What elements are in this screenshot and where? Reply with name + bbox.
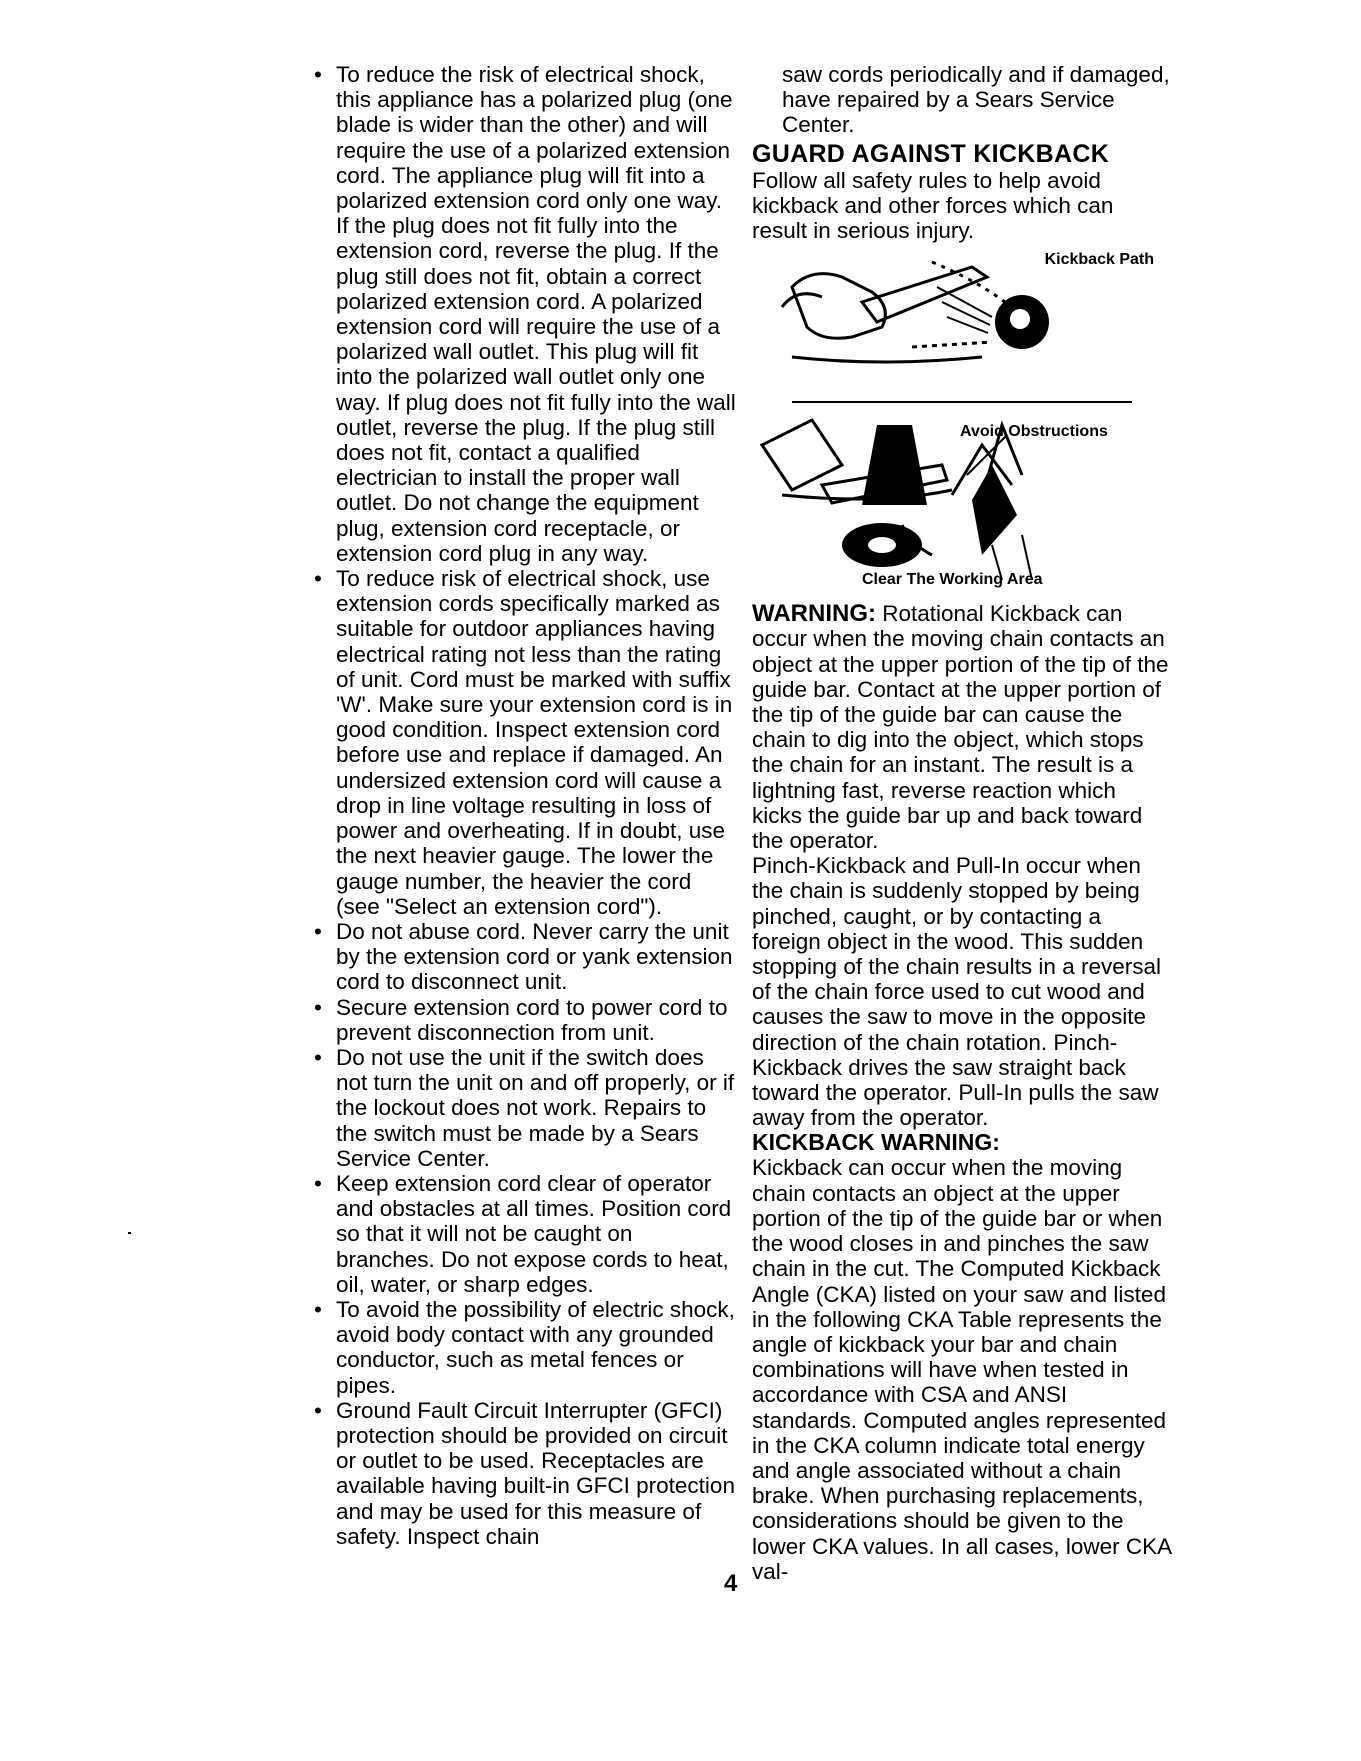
safety-bullet-list (306, 62, 736, 1549)
pinch-kickback-text: Pinch-Kickback and Pull-In occur when the chain is suddenly stopped by being pinched, caught, or by contacting a foreign object in the wood. This sudden stopping of the chain results in a reversal of the chain force used to cut wood and causes the saw to move in the opposite direction of the chain rotation. Pinch-Kickback drives the saw straight back toward the operator. Pull-In pulls the saw away from the operator. (752, 853, 1161, 1131)
bullet-avoid-grounded-contact: • To avoid the possibility of electric shock, avoid body contact with any grounded conductor, such as metal fences or pipes. (306, 1297, 736, 1398)
right-column (752, 62, 1172, 1584)
avoid-obstructions-figure (752, 405, 1172, 589)
clear-working-area-label: Clear The Working Area (862, 571, 1043, 589)
guard-intro-text: Follow all safety rules to help avoid kickback and other forces which can result in serious injury. (752, 167, 1114, 244)
kickback-warning-heading: KICKBACK WARNING: (752, 1129, 1000, 1156)
bullet-extension-cord-rating: • To reduce risk of electrical shock, use extension cords specifically marked as suitable for outdoor appliances having electrical rating not less than the rating of unit. Cord must be marked with suffix 'W'. Make sure your extension cord is in good condition. Inspect extension cord before use and replace if damaged. An undersized extension cord will cause a drop in line voltage resulting in loss of power and overheating. If in doubt, use the next heavier gauge. The lower the gauge number, the heavier the cord (see "Select an extension cord"). (306, 566, 736, 919)
guard-against-kickback-heading: GUARD AGAINST KICKBACK (752, 139, 1110, 168)
bullet-polarized-plug: • To reduce the risk of electrical shock, this appliance has a polarized plug (one blade is wider than the other) and will require the use of a polarized extension cord. The appliance plug will fit into a polarized extension cord only one way. If the plug does not fit fully into the extension cord, reverse the plug. If the plug still does not fit, obtain a correct polarized extension cord. A polarized extension cord will require the use of a polarized wall outlet. This plug will fit into the polarized wall outlet only one way. If plug does not fit fully into the wall outlet, reverse the plug. If the plug still does not fit, contact a qualified electrician to install the proper wall outlet. Do not change the equipment plug, extension cord receptacle, or extension cord plug in any way. (306, 62, 736, 566)
page-number: 4 (724, 1570, 738, 1597)
warning-text: Rotational Kickback can occur when the moving chain contacts an object at the upper portion of the tip of the guide bar. Contact at the upper portion of the tip of the guide bar can cause the chain to dig into the object, which stops the chain for an instant. The result is a lightning fast, reverse reaction which kicks the guide bar up and back toward the operator. (752, 601, 1169, 854)
left-column (306, 62, 736, 1549)
warning-label: WARNING: (752, 600, 876, 628)
bullet-secure-extension-cord: • Secure extension cord to power cord to prevent disconnection from unit. (306, 995, 736, 1045)
scan-speck (128, 1232, 131, 1234)
figure-divider (792, 401, 1132, 403)
kickback-warning-text: Kickback can occur when the moving chain contacts an object at the upper portion of the tip of the guide bar or when the wood closes in and pinches the saw chain in the cut. The Computed Kickback Angle (CKA) listed on your saw and listed in the following CKA Table represents the angle of kickback your bar and chain combinations will have when tested in accordance with CSA and ANSI standards. Computed angles represented in the CKA column indicate total energy and angle associated without a chain brake. When purchasing replacements, considerations should be given to the lower CKA values. In all cases, lower CKA val- (752, 1155, 1171, 1584)
bullet-gfci-protection: • Ground Fault Circuit Interrupter (GFCI) protection should be provided on circuit or outlet to be used. Receptacles are available having built-in GFCI protection and may be used for this measure of safety. Inspect chain (306, 1398, 736, 1549)
bullet-keep-cord-clear: • Keep extension cord clear of operator and obstacles at all times. Position cord so that it will not be caught on branches. Do not expose cords to heat, oil, water, or sharp edges. (306, 1171, 736, 1297)
continued-text: saw cords periodically and if damaged, have repaired by a Sears Service Center. (782, 62, 1170, 138)
kickback-path-label: Kickback Path (1044, 251, 1154, 269)
avoid-obstructions-label: Avoid Obstructions (960, 423, 1108, 441)
bullet-switch-lockout: • Do not use the unit if the switch does not turn the unit on and off properly, or if the lockout does not work. Repairs to the switch must be made by a Sears Service Center. (306, 1045, 736, 1171)
kickback-path-figure (752, 247, 1172, 387)
bullet-do-not-abuse-cord: • Do not abuse cord. Never carry the unit by the extension cord or yank extension cord to disconnect unit. (306, 919, 736, 995)
rotational-kickback-warning (752, 601, 1172, 853)
